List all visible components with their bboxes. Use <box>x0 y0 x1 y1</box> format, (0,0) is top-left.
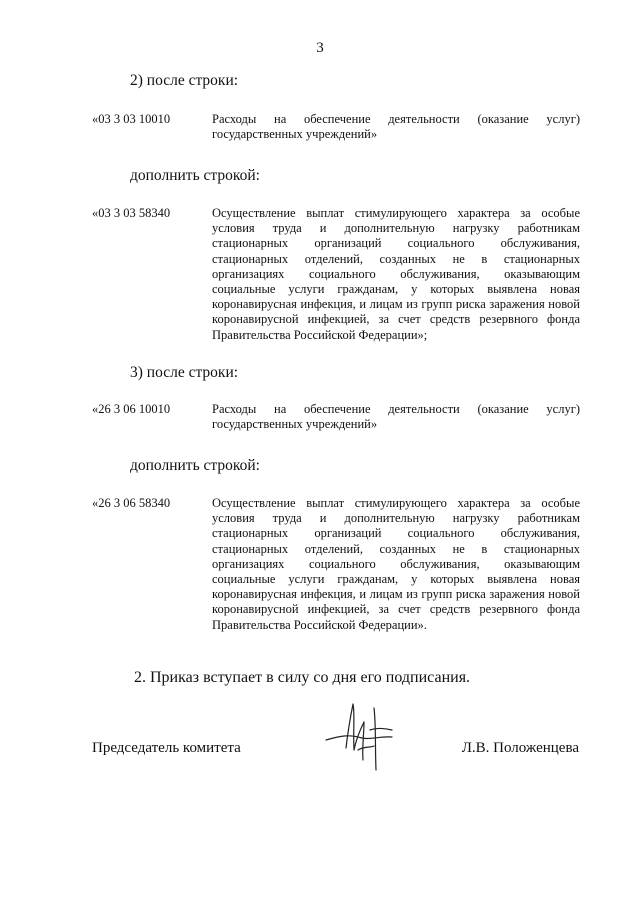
signatory-position: Председатель комитета <box>92 740 241 756</box>
budget-line-existing <box>92 402 580 434</box>
add-line-heading: дополнить строкой: <box>130 167 260 184</box>
budget-code: «03 3 03 58340 <box>92 206 171 220</box>
budget-line-existing <box>92 112 580 144</box>
effective-date-clause: 2. Приказ вступает в силу со дня его подписания. <box>134 669 471 686</box>
page-number: 3 <box>316 40 324 56</box>
budget-code: «03 3 03 10010 <box>92 112 171 126</box>
budget-line-new <box>92 206 580 346</box>
signatory-name: Л.В. Положенцева <box>461 740 579 756</box>
budget-description: Расходы на обеспечение деятельности (оказание услуг) государственных учреждений» <box>212 402 580 432</box>
budget-code: «26 3 06 58340 <box>92 496 171 510</box>
add-line-heading: дополнить строкой: <box>130 457 260 474</box>
budget-line-new <box>92 496 580 636</box>
budget-code: «26 3 06 10010 <box>92 402 171 416</box>
budget-description: Расходы на обеспечение деятельности (оказание услуг) государственных учреждений» <box>212 112 580 142</box>
section-3-heading: 3) после строки: <box>130 364 239 381</box>
section-2-heading: 2) после строки: <box>130 72 239 89</box>
budget-description: Осуществление выплат стимулирующего характера за особые условия труда и дополнительную нагрузку работникам стационарных организаций социального обслуживания, стационарных отделений, созданных не в стационарных организациях социального обслуживания, оказывающим социальные услуги гражданам, у которых выявлена новая коронавирусная инфекция, и лицам из групп риска заражения новой коронавирусной инфекцией, за счет средств резервного фонда Правительства Российской Федерации». <box>212 496 580 632</box>
budget-description: Осуществление выплат стимулирующего характера за особые условия труда и дополнительную нагрузку работникам стационарных организаций социального обслуживания, стационарных отделений, созданных не в стационарных организациях социального обслуживания, оказывающим социальные услуги гражданам, у которых выявлена новая коронавирусная инфекция, и лицам из групп риска заражения новой коронавирусной инфекцией, за счет средств резервного фонда Правительства Российской Федерации»; <box>212 206 580 342</box>
handwritten-signature <box>318 700 418 775</box>
